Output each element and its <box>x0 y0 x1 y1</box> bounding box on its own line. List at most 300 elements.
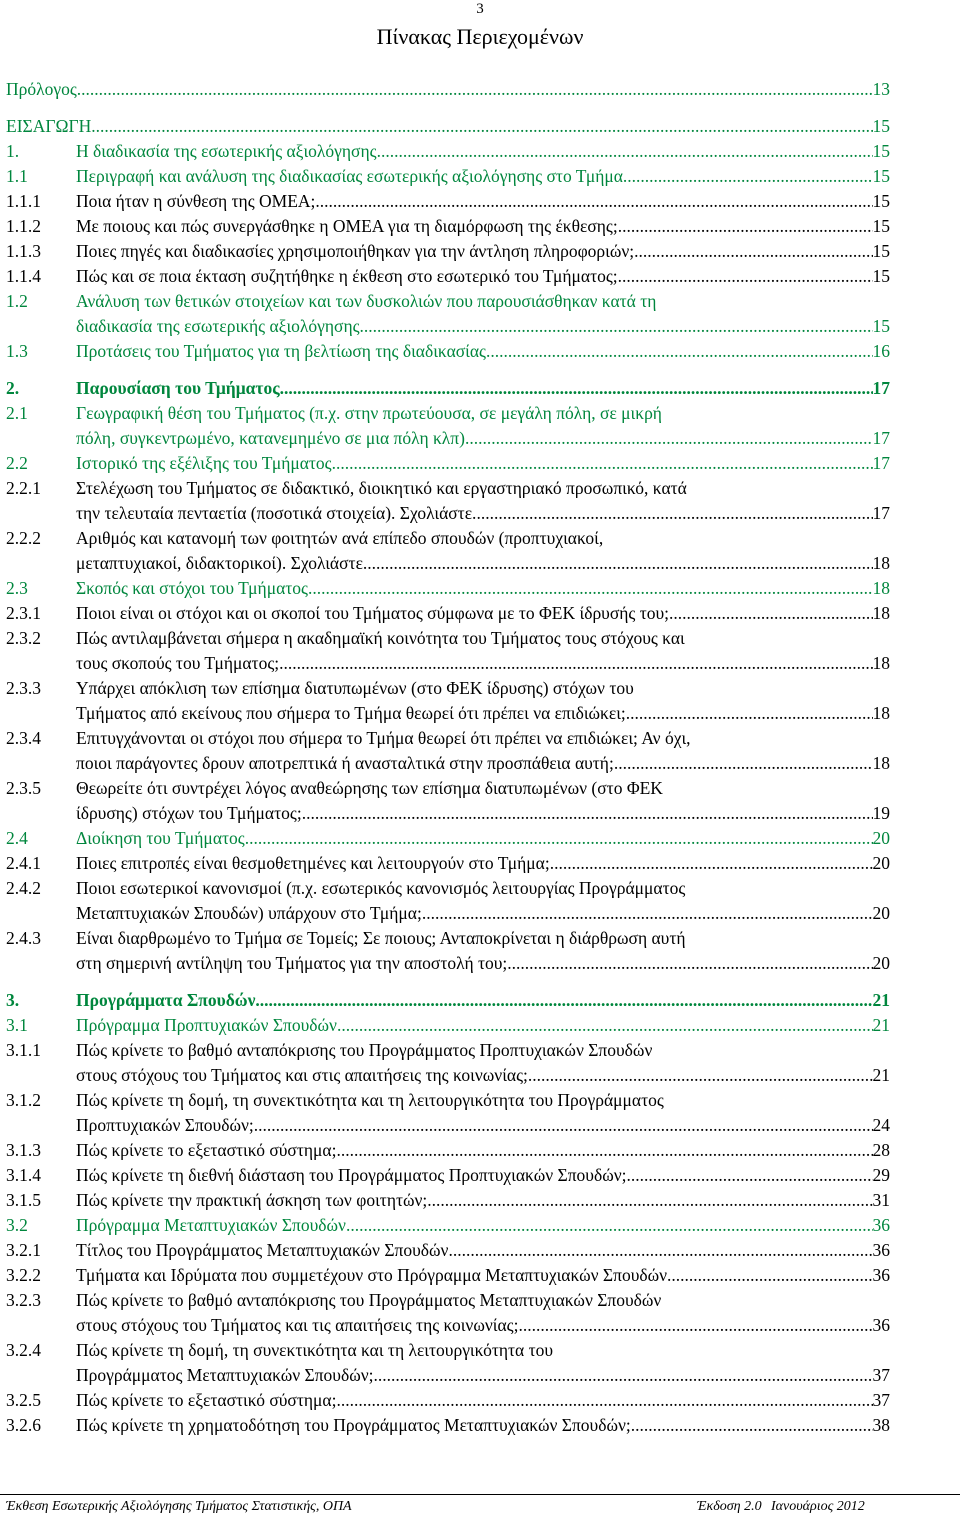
dot-leader <box>422 901 873 926</box>
toc-entry-number: 2.3.5 <box>6 778 41 798</box>
dot-leader <box>518 1313 872 1338</box>
toc-entry-line <box>6 426 890 451</box>
toc-entry-page[interactable]: 15 <box>872 241 890 261</box>
toc-entry-leader <box>76 1013 890 1038</box>
toc-entry-leader <box>76 376 890 401</box>
toc-entry-line <box>6 1188 890 1213</box>
toc-entry-line <box>6 751 890 776</box>
toc-entry-line <box>6 826 890 851</box>
toc-entry-page[interactable]: 15 <box>872 216 890 236</box>
toc-entry-line <box>6 214 890 239</box>
toc-entry-title: πόλη, συγκεντρωμένο, κατανεμημένο σε μια πόλη κλπ) <box>76 428 465 448</box>
toc-entry-title: Τμήματα και Ιδρύματα που συμμετέχουν στο Πρόγραμμα Μεταπτυχιακών Σπουδών. <box>76 1265 672 1285</box>
toc-entry-leader <box>76 701 890 726</box>
toc-entry-line <box>6 401 890 426</box>
toc-entry-leader <box>76 751 890 776</box>
toc-entry-page[interactable]: 37 <box>872 1365 890 1385</box>
toc-entry[interactable] <box>6 339 890 364</box>
toc-entry[interactable] <box>6 376 890 401</box>
dot-leader <box>427 1188 872 1213</box>
toc-entry-leader <box>76 1263 890 1288</box>
toc-entry-line <box>6 139 890 164</box>
toc-entry-page[interactable]: 17 <box>872 453 890 473</box>
toc-entry-leader <box>76 139 890 164</box>
toc-entry-page[interactable]: 17 <box>872 378 890 398</box>
toc-entry-leader <box>76 1238 890 1263</box>
toc-entry-number: 3.1.4 <box>6 1165 41 1185</box>
toc-entry-line <box>6 1163 890 1188</box>
toc-entry[interactable] <box>6 189 890 214</box>
dot-leader <box>618 214 873 239</box>
toc-entry-line <box>6 114 890 139</box>
toc-entry-page[interactable]: 21 <box>872 990 890 1010</box>
toc-entry-title: Πρόγραμμα Μεταπτυχιακών Σπουδών <box>76 1215 346 1235</box>
dot-leader <box>465 426 873 451</box>
toc-entry-number: 3.2.1 <box>6 1240 41 1260</box>
toc-entry-title: Παρουσίαση του Τμήματος <box>76 378 280 398</box>
dot-leader <box>507 951 872 976</box>
toc-entry-number: 1. <box>6 141 20 161</box>
toc-entry-title: τους σκοπούς του Τμήματος; <box>76 653 280 673</box>
toc-entry-page[interactable]: 36 <box>872 1215 890 1235</box>
footer-report-title: Έκθεση Εσωτερικής Αξιολόγησης Τμήματος Στατιστικής, ΟΠΑ <box>6 1499 352 1514</box>
toc-entry-line <box>6 726 890 751</box>
toc-entry-page[interactable]: 18 <box>872 653 890 673</box>
toc-entry-leader <box>76 426 890 451</box>
toc-entry-title: Γεωγραφική θέση του Τμήματος (π.χ. στην πρωτεύουσα, σε μεγάλη πόλη, σε μικρή <box>76 403 662 423</box>
toc-entry[interactable] <box>6 239 890 264</box>
toc-entry-title: Τμήματος από εκείνους που σήμερα το Τμήμα θεωρεί ότι πρέπει να επιδιώκει; <box>76 703 626 723</box>
toc-entry-line <box>6 501 890 526</box>
toc-entry-line <box>6 1038 890 1063</box>
toc-entry-title: Πώς κρίνετε το βαθμό ανταπόκρισης του Προγράμματος Μεταπτυχιακών Σπουδών <box>76 1290 662 1310</box>
dot-leader <box>312 576 872 601</box>
toc-entry-number: 2.3.2 <box>6 628 41 648</box>
toc-entry-line <box>6 676 890 701</box>
toc-entry-leader <box>6 114 890 139</box>
toc-entry-title: Πώς κρίνετε το εξεταστικό σύστημα; <box>76 1140 337 1160</box>
toc-entry-leader <box>76 988 890 1013</box>
dot-leader <box>377 139 873 164</box>
toc-entry-leader <box>76 264 890 289</box>
dot-leader <box>671 1263 872 1288</box>
dot-leader <box>627 164 872 189</box>
toc-entry-title: Ποιες πηγές και διαδικασίες χρησιμοποιήθηκαν για την άντληση πληροφοριών; <box>76 241 635 261</box>
toc-entry-page[interactable]: 15 <box>872 266 890 286</box>
toc-entry-title: Ποιοι είναι οι στόχοι και οι σκοποί του Τμήματος σύμφωνα με το ΦΕΚ ίδρυσής του; <box>76 603 670 623</box>
toc-entry-number: 2.4.3 <box>6 928 41 948</box>
toc-entry-title: Πώς αντιλαμβάνεται σήμερα η ακαδημαϊκή κοινότητα του Τμήματος τους στόχους και <box>76 628 685 648</box>
toc-entry-number: 2.4.2 <box>6 878 41 898</box>
toc-entry-line <box>6 1263 890 1288</box>
toc-entry-title: Πρόγραμμα Προπτυχιακών Σπουδών <box>76 1015 337 1035</box>
toc-entry-leader <box>76 601 890 626</box>
toc-entry-line <box>6 988 890 1013</box>
toc-entry-title: στους στόχους του Τμήματος και στις απαιτήσεις της κοινωνίας; <box>76 1065 528 1085</box>
toc-entry[interactable] <box>6 876 890 926</box>
toc-entry[interactable] <box>6 926 890 976</box>
dot-leader <box>336 451 873 476</box>
toc-entry-line <box>6 451 890 476</box>
dot-leader <box>634 239 872 264</box>
toc-entry-page[interactable]: 18 <box>872 603 890 623</box>
toc-entry-number: 3.2.5 <box>6 1390 41 1410</box>
toc-entry-page[interactable]: 18 <box>872 578 890 598</box>
toc-entry-page[interactable]: 20 <box>872 953 890 973</box>
toc-entry-leader <box>76 576 890 601</box>
toc-entry-leader <box>76 189 890 214</box>
dot-leader <box>279 651 872 676</box>
dot-leader <box>346 1213 873 1238</box>
toc-entry-page[interactable]: 18 <box>872 753 890 773</box>
toc-entry-title: την τελευταία πενταετία (ποσοτικά στοιχεία). Σχολιάστε. <box>76 503 477 523</box>
toc-entry-leader <box>76 1138 890 1163</box>
toc-entry-title: στους στόχους του Τμήματος και τις απαιτήσεις της κοινωνίας; <box>76 1315 519 1335</box>
dot-leader <box>364 314 873 339</box>
dot-leader <box>614 751 873 776</box>
toc-entry-title: Ποιες επιτροπές είναι θεσμοθετημένες και λειτουργούν στο Τμήμα; <box>76 853 550 873</box>
toc-entry[interactable] <box>6 776 890 826</box>
toc-entry-title: ίδρυσης) στόχων του Τμήματος; <box>76 803 302 823</box>
toc-entry[interactable] <box>6 1138 890 1163</box>
toc-entry-title: Υπάρχει απόκλιση των επίσημα διατυπωμένων (στο ΦΕΚ ίδρυσης) στόχων του <box>76 678 634 698</box>
toc-entry-title: Με ποιους και πώς συνεργάσθηκε η ΟΜΕΑ για τη διαμόρφωση της έκθεσης; <box>76 216 618 236</box>
toc-entry-number: 3.1 <box>6 1015 28 1035</box>
toc-entry[interactable] <box>6 1288 890 1338</box>
toc-entry-title: διαδικασία της εσωτερικής αξιολόγησης. <box>76 316 364 336</box>
toc-entry-number: 2.4.1 <box>6 853 41 873</box>
toc-entry-page[interactable]: 20 <box>872 828 890 848</box>
toc-entry-page[interactable]: 36 <box>872 1315 890 1335</box>
toc-entry-line <box>6 1013 890 1038</box>
toc-entry-title: Διοίκηση του Τμήματος. <box>76 828 250 848</box>
toc-entry-title: Μεταπτυχιακών Σπουδών) υπάρχουν στο Τμήμα; <box>76 903 422 923</box>
toc-entry-number: 3.1.3 <box>6 1140 41 1160</box>
toc-entry[interactable] <box>6 214 890 239</box>
toc-entry-leader <box>76 1413 890 1438</box>
toc-entry-number: 3.2.3 <box>6 1290 41 1310</box>
toc-entry-line <box>6 901 890 926</box>
toc-entry-number: 2.3.4 <box>6 728 41 748</box>
toc-entry-line <box>6 1388 890 1413</box>
toc-entry-leader <box>76 314 890 339</box>
toc-entry[interactable] <box>6 139 890 164</box>
toc-entry-line <box>6 801 890 826</box>
toc-entry-page[interactable]: 13 <box>872 79 890 99</box>
toc-entry-page[interactable]: 18 <box>872 553 890 573</box>
toc-entry-line <box>6 239 890 264</box>
toc-entry-page[interactable]: 21 <box>872 1015 890 1035</box>
toc-entry-page[interactable]: 17 <box>872 428 890 448</box>
dot-leader <box>490 339 872 364</box>
toc-entry-page[interactable]: 20 <box>872 903 890 923</box>
toc-entry-number: 3.1.1 <box>6 1040 41 1060</box>
toc-entry-leader <box>76 1363 890 1388</box>
toc-entry[interactable] <box>6 1413 890 1438</box>
footer-divider <box>0 1494 960 1495</box>
toc-entry-title: μεταπτυχιακοί, διδακτορικοί). Σχολιάστε. <box>76 553 368 573</box>
toc-entry[interactable] <box>6 77 890 102</box>
toc-entry-page[interactable]: 28 <box>872 1140 890 1160</box>
toc-entry-line <box>6 576 890 601</box>
toc-entry-number: 2.4 <box>6 828 28 848</box>
dot-leader <box>448 1238 872 1263</box>
toc-entry-page[interactable]: 16 <box>872 341 890 361</box>
toc-entry-title: ποιοι παράγοντες δρουν αποτρεπτικά ή ανασταλτικά στην προσπάθεια αυτή; <box>76 753 614 773</box>
toc-entry-line <box>6 77 890 102</box>
toc-entry[interactable] <box>6 726 890 776</box>
toc-entry-line <box>6 526 890 551</box>
toc-entry-page[interactable]: 36 <box>872 1240 890 1260</box>
dot-leader <box>367 551 872 576</box>
toc-entry-leader <box>6 77 890 102</box>
toc-entry[interactable] <box>6 601 890 626</box>
toc-entry-page[interactable]: 21 <box>872 1065 890 1085</box>
toc-entry-title: Πώς κρίνετε τη διεθνή διάσταση του Προγράμματος Προπτυχιακών Σπουδών; <box>76 1165 627 1185</box>
toc-entry[interactable] <box>6 576 890 601</box>
toc-entry-title: Επιτυγχάνονται οι στόχοι που σήμερα το Τμήμα θεωρεί ότι πρέπει να επιδιώκει; Αν όχι, <box>76 728 691 748</box>
toc-entry-title: Πώς και σε ποια έκταση συζητήθηκε η έκθεση στο εσωτερικό του Τμήματος; <box>76 266 618 286</box>
toc-entry-line <box>6 1363 890 1388</box>
toc-entry-page[interactable]: 15 <box>872 166 890 186</box>
toc-entry-leader <box>76 1213 890 1238</box>
toc-entry-line <box>6 189 890 214</box>
toc-entry-leader <box>76 651 890 676</box>
toc-entry-leader <box>76 339 890 364</box>
toc-entry-title: Τίτλος του Προγράμματος Μεταπτυχιακών Σπουδών <box>76 1240 449 1260</box>
dot-leader <box>631 1413 873 1438</box>
toc-entry[interactable] <box>6 826 890 851</box>
toc-entry-page[interactable]: 24 <box>872 1115 890 1135</box>
toc-entry-line <box>6 601 890 626</box>
toc-entry-number: 1.1.4 <box>6 266 41 286</box>
toc-entry[interactable] <box>6 851 890 876</box>
toc-entry[interactable] <box>6 1238 890 1263</box>
toc-entry-leader <box>76 1163 890 1188</box>
toc-entry-page[interactable]: 37 <box>872 1390 890 1410</box>
toc-entry[interactable] <box>6 1163 890 1188</box>
toc-entry[interactable] <box>6 1188 890 1213</box>
toc-entry-number: 1.2 <box>6 291 28 311</box>
toc-entry-title: στη σημερινή αντίληψη του Τμήματος για την αποστολή του; <box>76 953 508 973</box>
toc-entry-line <box>6 476 890 501</box>
toc-entry-title: Προγράμματα Σπουδών <box>76 990 256 1010</box>
toc-entry-page[interactable]: 18 <box>872 703 890 723</box>
dot-leader <box>280 376 873 401</box>
footer-date: Ιανουάριος 2012 <box>771 1499 865 1514</box>
toc-entry-title: Είναι διαρθρωμένο το Τμήμα σε Τομείς; Σε ποιους; Ανταποκρίνεται η διάρθρωση αυτή <box>76 928 686 948</box>
toc-entry-leader <box>76 1063 890 1088</box>
toc-entry-leader <box>76 214 890 239</box>
toc-entry-line <box>6 1338 890 1363</box>
dot-leader <box>669 601 872 626</box>
toc-entry-leader <box>76 1388 890 1413</box>
dot-leader <box>626 701 873 726</box>
toc-entry-leader <box>76 501 890 526</box>
dot-leader <box>249 826 872 851</box>
toc-entry-title: Πώς κρίνετε το βαθμό ανταπόκρισης του Προγράμματος Προπτυχιακών Σπουδών <box>76 1040 653 1060</box>
toc-entry-line <box>6 851 890 876</box>
toc-entry[interactable] <box>6 1263 890 1288</box>
toc-entry-line <box>6 1288 890 1313</box>
toc-entry-page[interactable]: 15 <box>872 141 890 161</box>
toc-entry[interactable] <box>6 988 890 1013</box>
toc-entry[interactable] <box>6 476 890 526</box>
toc-entry[interactable] <box>6 1338 890 1388</box>
toc-entry-leader <box>76 1113 890 1138</box>
dot-leader <box>336 1138 872 1163</box>
toc-entry-number: 2.3.3 <box>6 678 41 698</box>
toc-entry-title: Πώς κρίνετε τη χρηματοδότηση του Προγράμματος Μεταπτυχιακών Σπουδών; <box>76 1415 631 1435</box>
dot-leader <box>618 264 873 289</box>
toc-entry-leader <box>76 551 890 576</box>
toc-entry-page[interactable]: 17 <box>872 503 890 523</box>
toc-entry[interactable] <box>6 1388 890 1413</box>
toc-entry[interactable] <box>6 526 890 576</box>
toc-entry-page[interactable]: 38 <box>872 1415 890 1435</box>
toc-entry-title: Ιστορικό της εξέλιξης του Τμήματος. <box>76 453 336 473</box>
toc-entry-line <box>6 1138 890 1163</box>
toc-entry-line <box>6 651 890 676</box>
toc-entry-title: Η διαδικασία της εσωτερικής αξιολόγησης <box>76 141 377 161</box>
toc-entry[interactable] <box>6 1088 890 1138</box>
toc-entry[interactable] <box>6 1038 890 1088</box>
dot-leader <box>528 1063 873 1088</box>
toc-entry-leader <box>76 801 890 826</box>
dot-leader <box>374 1363 873 1388</box>
toc-entry-title: Προτάσεις του Τμήματος για τη βελτίωση της διαδικασίας. <box>76 341 491 361</box>
toc-entry-number: 1.1 <box>6 166 28 186</box>
toc-entry-line <box>6 339 890 364</box>
dot-leader <box>77 77 873 102</box>
toc-entry-line <box>6 1313 890 1338</box>
toc-entry-number: 2.2.2 <box>6 528 41 548</box>
footer-edition: Έκδοση 2.0 <box>697 1499 762 1514</box>
toc-entry[interactable] <box>6 264 890 289</box>
toc-entry-page[interactable]: 29 <box>872 1165 890 1185</box>
toc-entry-number: 1.1.2 <box>6 216 41 236</box>
toc-entry-page[interactable]: 20 <box>872 853 890 873</box>
toc-entry-line <box>6 264 890 289</box>
toc-entry[interactable] <box>6 289 890 339</box>
toc-entry-number: 3.2 <box>6 1215 28 1235</box>
dot-leader <box>315 189 872 214</box>
toc-entry-title: Πρόλογος <box>6 79 77 99</box>
toc-entry-title: Ποια ήταν η σύνθεση της ΟΜΕΑ; <box>76 191 316 211</box>
toc-entry[interactable] <box>6 676 890 726</box>
dot-leader <box>255 988 872 1013</box>
toc-entry-title: Προγράμματος Μεταπτυχιακών Σπουδών; <box>76 1365 374 1385</box>
toc-entry-number: 3.2.6 <box>6 1415 41 1435</box>
page-title: Πίνακας Περιεχομένων <box>376 24 584 49</box>
toc-entry[interactable] <box>6 1213 890 1238</box>
page-number: 3 <box>476 1 484 17</box>
toc-entry-leader <box>76 951 890 976</box>
toc-entry-number: 3.2.4 <box>6 1340 41 1360</box>
toc-entry-title: Περιγραφή και ανάλυση της διαδικασίας εσωτερικής αξιολόγησης στο Τμήμα. <box>76 166 628 186</box>
toc-entry-title: Ποιοι εσωτερικοί κανονισμοί (π.χ. εσωτερικός κανονισμός λειτουργίας Προγράμματος <box>76 878 686 898</box>
toc-entry-line <box>6 289 890 314</box>
toc-entry-title: Πώς κρίνετε το εξεταστικό σύστημα; <box>76 1390 337 1410</box>
toc-entry-number: 2.2 <box>6 453 28 473</box>
toc-entry-line <box>6 1413 890 1438</box>
toc-entry-line <box>6 164 890 189</box>
toc-entry-title: Σκοπός και στόχοι του Τμήματος. <box>76 578 313 598</box>
toc-entry-title: ΕΙΣΑΓΩΓΗ <box>6 116 92 136</box>
toc-entry-leader <box>76 451 890 476</box>
toc-entry-leader <box>76 1313 890 1338</box>
toc-entry-title: Αριθμός και κατανομή των φοιτητών ανά επίπεδο σπουδών (προπτυχιακοί, <box>76 528 604 548</box>
toc-entry-leader <box>76 851 890 876</box>
toc-entry-line <box>6 1213 890 1238</box>
toc-entry-line <box>6 1113 890 1138</box>
toc-entry[interactable] <box>6 626 890 676</box>
toc-entry-page[interactable]: 31 <box>872 1190 890 1210</box>
toc-entry-line <box>6 701 890 726</box>
toc-entry-page[interactable]: 36 <box>872 1265 890 1285</box>
toc-entry-page[interactable]: 19 <box>872 803 890 823</box>
toc-entry-line <box>6 376 890 401</box>
toc-entry-line <box>6 1238 890 1263</box>
toc-entry-line <box>6 314 890 339</box>
dot-leader <box>302 801 873 826</box>
toc-entry[interactable] <box>6 114 890 139</box>
toc-entry-title: Πώς κρίνετε τη δομή, τη συνεκτικότητα και τη λειτουργικότητα του Προγράμματος <box>76 1090 664 1110</box>
dot-leader <box>337 1013 873 1038</box>
toc-entry-title: Στελέχωση του Τμήματος σε διδακτικό, διοικητικό και εργαστηριακό προσωπικό, κατά <box>76 478 687 498</box>
toc-entry-page[interactable]: 15 <box>872 316 890 336</box>
page-footer <box>0 1497 960 1517</box>
toc-entry-line <box>6 926 890 951</box>
dot-leader <box>550 851 873 876</box>
toc-entry-title: Ανάλυση των θετικών στοιχείων και των δυσκολιών που παρουσιάσθηκαν κατά τη <box>76 291 657 311</box>
toc-entry-leader <box>76 901 890 926</box>
toc-entry-page[interactable]: 15 <box>872 116 890 136</box>
toc-entry[interactable] <box>6 164 890 189</box>
toc-entry-number: 2. <box>6 378 20 398</box>
toc-entry-number: 2.2.1 <box>6 478 41 498</box>
toc-entry-title: Προπτυχιακών Σπουδών; <box>76 1115 254 1135</box>
toc-entry-number: 2.3 <box>6 578 28 598</box>
dot-leader <box>476 501 872 526</box>
dot-leader <box>336 1388 872 1413</box>
toc-entry-line <box>6 876 890 901</box>
toc-entry-leader <box>76 826 890 851</box>
toc-entry-number: 1.1.3 <box>6 241 41 261</box>
toc-entry[interactable] <box>6 401 890 451</box>
toc-entry-number: 3.1.5 <box>6 1190 41 1210</box>
toc-entry-title: Πώς κρίνετε την πρακτική άσκηση των φοιτητών; <box>76 1190 428 1210</box>
toc-entry-page[interactable]: 15 <box>872 191 890 211</box>
toc-entry-line <box>6 551 890 576</box>
toc-entry-number: 3.1.2 <box>6 1090 41 1110</box>
toc-entry-number: 1.1.1 <box>6 191 41 211</box>
toc-entry-number: 3.2.2 <box>6 1265 41 1285</box>
toc-entry-line <box>6 951 890 976</box>
toc-entry-line <box>6 1088 890 1113</box>
toc-entry-title: Θεωρείτε ότι συντρέχει λόγος αναθεώρησης των επίσημα διατυπωμένων (στο ΦΕΚ <box>76 778 663 798</box>
toc-entry-leader <box>76 239 890 264</box>
toc-entry-leader <box>76 1188 890 1213</box>
toc-entry[interactable] <box>6 451 890 476</box>
toc-entry-number: 1.3 <box>6 341 28 361</box>
toc-entry-leader <box>76 164 890 189</box>
toc-entry-line <box>6 776 890 801</box>
toc-entry-line <box>6 626 890 651</box>
toc-entry[interactable] <box>6 1013 890 1038</box>
dot-leader <box>91 114 872 139</box>
toc-entry-line <box>6 1063 890 1088</box>
